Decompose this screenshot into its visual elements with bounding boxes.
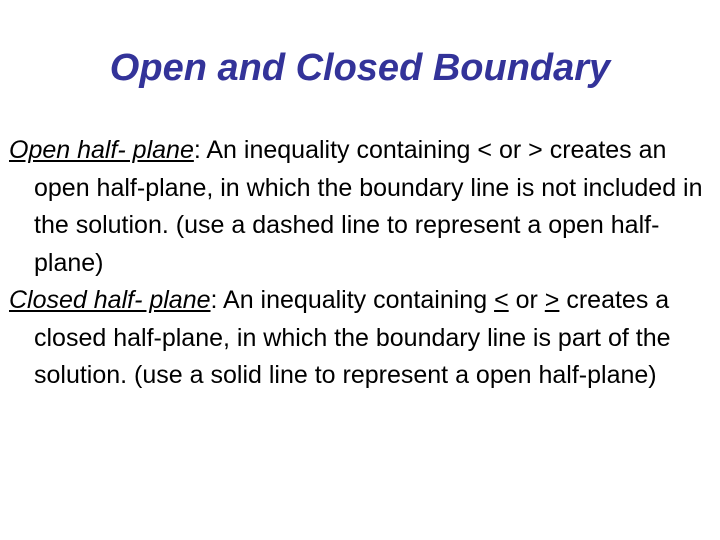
slide-title: Open and Closed Boundary xyxy=(109,47,611,89)
open-half-plane-paragraph xyxy=(9,132,717,282)
less-than-or-equal-symbol: < xyxy=(494,286,509,314)
open-half-plane-term: Open half- plane xyxy=(9,136,194,164)
open-half-plane-lead: : An inequality containing xyxy=(193,136,478,164)
closed-half-plane-term: Closed half- plane xyxy=(9,286,211,314)
closed-half-plane-paragraph xyxy=(9,282,717,395)
conjunction-or: or xyxy=(492,136,529,164)
open-half-plane-description: creates an open half-plane, in which the boundary line is not included in the solution. (use a dashed line to represent a open half-plane) xyxy=(34,136,703,277)
slide-body xyxy=(9,132,717,395)
greater-than-or-equal-symbol: > xyxy=(544,286,560,314)
closed-half-plane-description: creates a closed half-plane, in which the boundary line is part of the solution. (use a solid line to represent a open half-plane) xyxy=(34,286,671,389)
greater-than-symbol: > xyxy=(528,136,543,164)
conjunction-or: or xyxy=(508,286,545,314)
closed-half-plane-lead: : An inequality containing xyxy=(210,286,495,314)
less-than-symbol: < xyxy=(477,136,493,164)
